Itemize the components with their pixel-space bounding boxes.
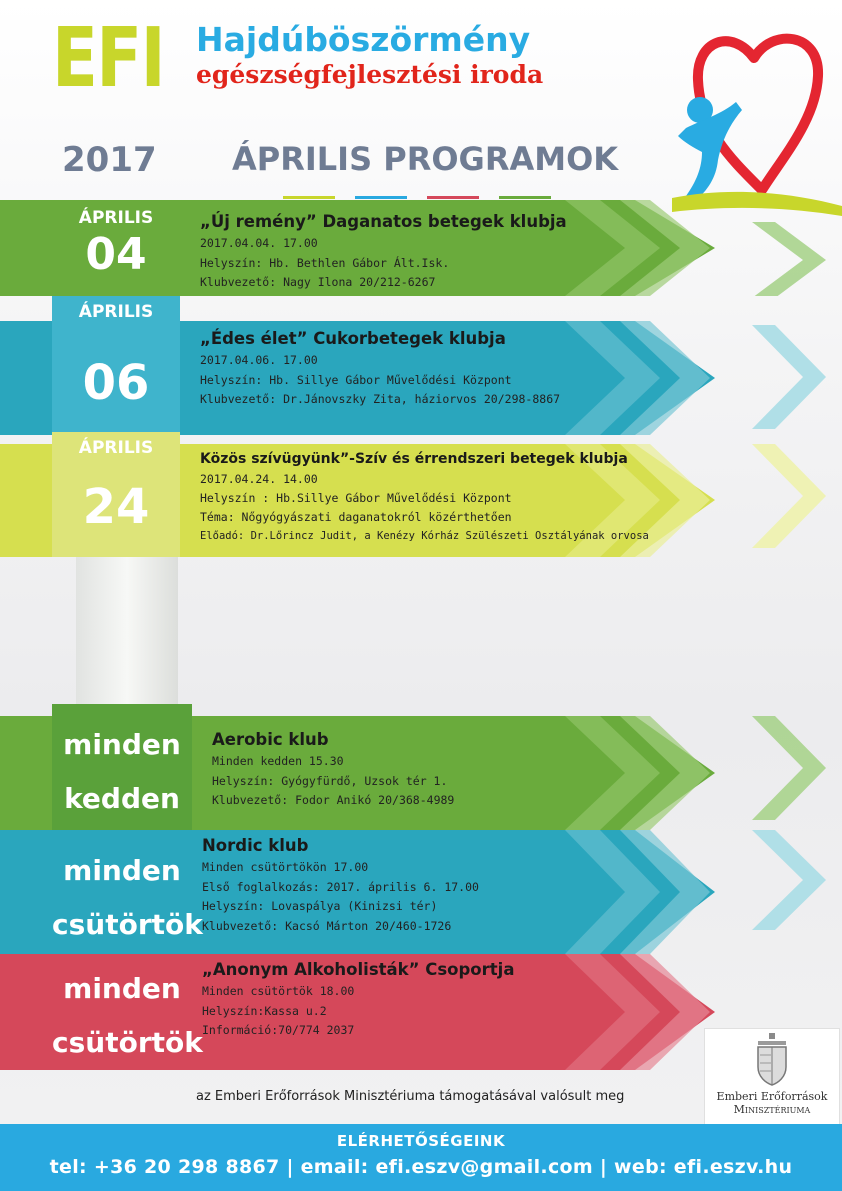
weekday-line: minden bbox=[63, 728, 181, 761]
event-title: „Új remény” Daganatos betegek klubja bbox=[200, 212, 567, 231]
weekday-line: minden bbox=[63, 854, 181, 887]
weekly-info bbox=[212, 728, 454, 811]
event-day: 06 bbox=[82, 355, 150, 411]
contact-footer bbox=[0, 1124, 842, 1191]
date-box bbox=[52, 296, 180, 435]
weekday-box bbox=[52, 704, 192, 830]
weekly-line: Minden kedden 15.30 bbox=[212, 754, 344, 768]
weekly-line: Első foglalkozás: 2017. április 6. 17.00 bbox=[202, 879, 479, 894]
program-title: ÁPRILIS PROGRAMOK bbox=[232, 140, 619, 178]
event-day: 24 bbox=[82, 479, 150, 535]
event-line: Helyszín: Hb. Sillye Gábor Művelődési Központ bbox=[200, 372, 512, 387]
efi-logo: EFI bbox=[52, 11, 164, 106]
event-month: ÁPRILIS bbox=[78, 302, 154, 322]
event-line: Előadó: Dr.Lőrincz Judit, a Kenézy Kórház Szülészeti Osztályának orvosa bbox=[200, 530, 649, 542]
date-box bbox=[52, 200, 180, 296]
ministry-line1: Emberi Erőforrások bbox=[716, 1090, 828, 1103]
event-month: ÁPRILIS bbox=[78, 208, 154, 228]
divider bbox=[427, 196, 479, 199]
year-label: 2017 bbox=[62, 140, 157, 180]
event-band bbox=[0, 302, 842, 435]
weekly-line: Helyszín:Kassa u.2 bbox=[202, 1003, 327, 1018]
weekly-line: Minden csütörtök 18.00 bbox=[202, 984, 355, 998]
weekly-line: Klubvezető: Fodor Anikó 20/368-4989 bbox=[212, 793, 455, 807]
event-line: 2017.04.06. 17.00 bbox=[200, 353, 318, 367]
event-line: Helyszín: Hb. Bethlen Gábor Ált.Isk. bbox=[200, 255, 450, 270]
event-band bbox=[0, 438, 842, 557]
weekday-box bbox=[52, 830, 203, 954]
event-day: 04 bbox=[85, 229, 147, 280]
weekly-band bbox=[0, 716, 842, 830]
divider bbox=[355, 196, 407, 199]
weekly-band bbox=[0, 830, 842, 954]
event-info bbox=[200, 327, 560, 410]
weekly-line: Információ:70/774 2037 bbox=[202, 1023, 355, 1037]
event-line: Klubvezető: Nagy Ilona 20/212-6267 bbox=[200, 275, 436, 289]
weekly-info bbox=[202, 834, 479, 936]
decorative-pillar bbox=[76, 556, 178, 716]
contact-heading: ELÉRHETŐSÉGEINK bbox=[336, 1132, 506, 1150]
weekly-title: Aerobic klub bbox=[212, 730, 329, 749]
event-info bbox=[200, 210, 567, 293]
support-note: az Emberi Erőforrások Minisztériuma támogatásával valósult meg bbox=[196, 1089, 625, 1104]
event-line: 2017.04.04. 17.00 bbox=[200, 236, 318, 250]
date-box bbox=[52, 432, 180, 557]
weekly-title: „Anonym Alkoholisták” Csoportja bbox=[202, 960, 515, 979]
event-line: Klubvezető: Dr.Jánovszky Zita, háziorvos 20/298-8867 bbox=[200, 392, 561, 406]
coat-of-arms-icon bbox=[752, 1033, 792, 1087]
header-subtitle: egészségfejlesztési iroda bbox=[196, 60, 544, 89]
event-info bbox=[200, 448, 649, 546]
weekday-line: kedden bbox=[64, 782, 180, 815]
divider bbox=[499, 196, 551, 199]
weekly-info bbox=[202, 958, 514, 1041]
weekday-line: csütörtök bbox=[52, 1026, 203, 1059]
contact-details: tel: +36 20 298 8867 | email: efi.eszv@gmail.com | web: efi.eszv.hu bbox=[49, 1156, 793, 1178]
weekly-line: Klubvezető: Kacsó Márton 20/460-1726 bbox=[202, 918, 452, 933]
event-line: Helyszín : Hb.Sillye Gábor Művelődési Központ bbox=[200, 491, 512, 505]
event-title: „Édes élet” Cukorbetegek klubja bbox=[200, 329, 506, 348]
weekday-line: minden bbox=[63, 972, 181, 1005]
weekly-title: Nordic klub bbox=[202, 836, 309, 855]
ministry-logo bbox=[704, 1028, 840, 1126]
weekday-box bbox=[52, 954, 203, 1070]
weekly-line: Helyszín: Gyógyfürdő, Uzsok tér 1. bbox=[212, 773, 448, 788]
heart-figure-icon bbox=[672, 10, 842, 220]
event-month: ÁPRILIS bbox=[78, 438, 154, 458]
event-band bbox=[0, 200, 842, 296]
ministry-line2: Minisztériuma bbox=[733, 1103, 811, 1116]
event-line: 2017.04.24. 14.00 bbox=[200, 472, 318, 486]
divider bbox=[283, 196, 335, 199]
event-title: Közös szívügyünk”-Szív és érrendszeri betegek klubja bbox=[200, 451, 628, 467]
weekday-line: csütörtök bbox=[52, 908, 203, 941]
event-line: Téma: Nőgyógyászati daganatokról közérthetően bbox=[200, 510, 512, 524]
header-title: Hajdúböszörmény bbox=[196, 20, 531, 59]
weekly-line: Helyszín: Lovaspálya (Kinizsi tér) bbox=[202, 899, 438, 913]
weekly-line: Minden csütörtökön 17.00 bbox=[202, 860, 369, 874]
